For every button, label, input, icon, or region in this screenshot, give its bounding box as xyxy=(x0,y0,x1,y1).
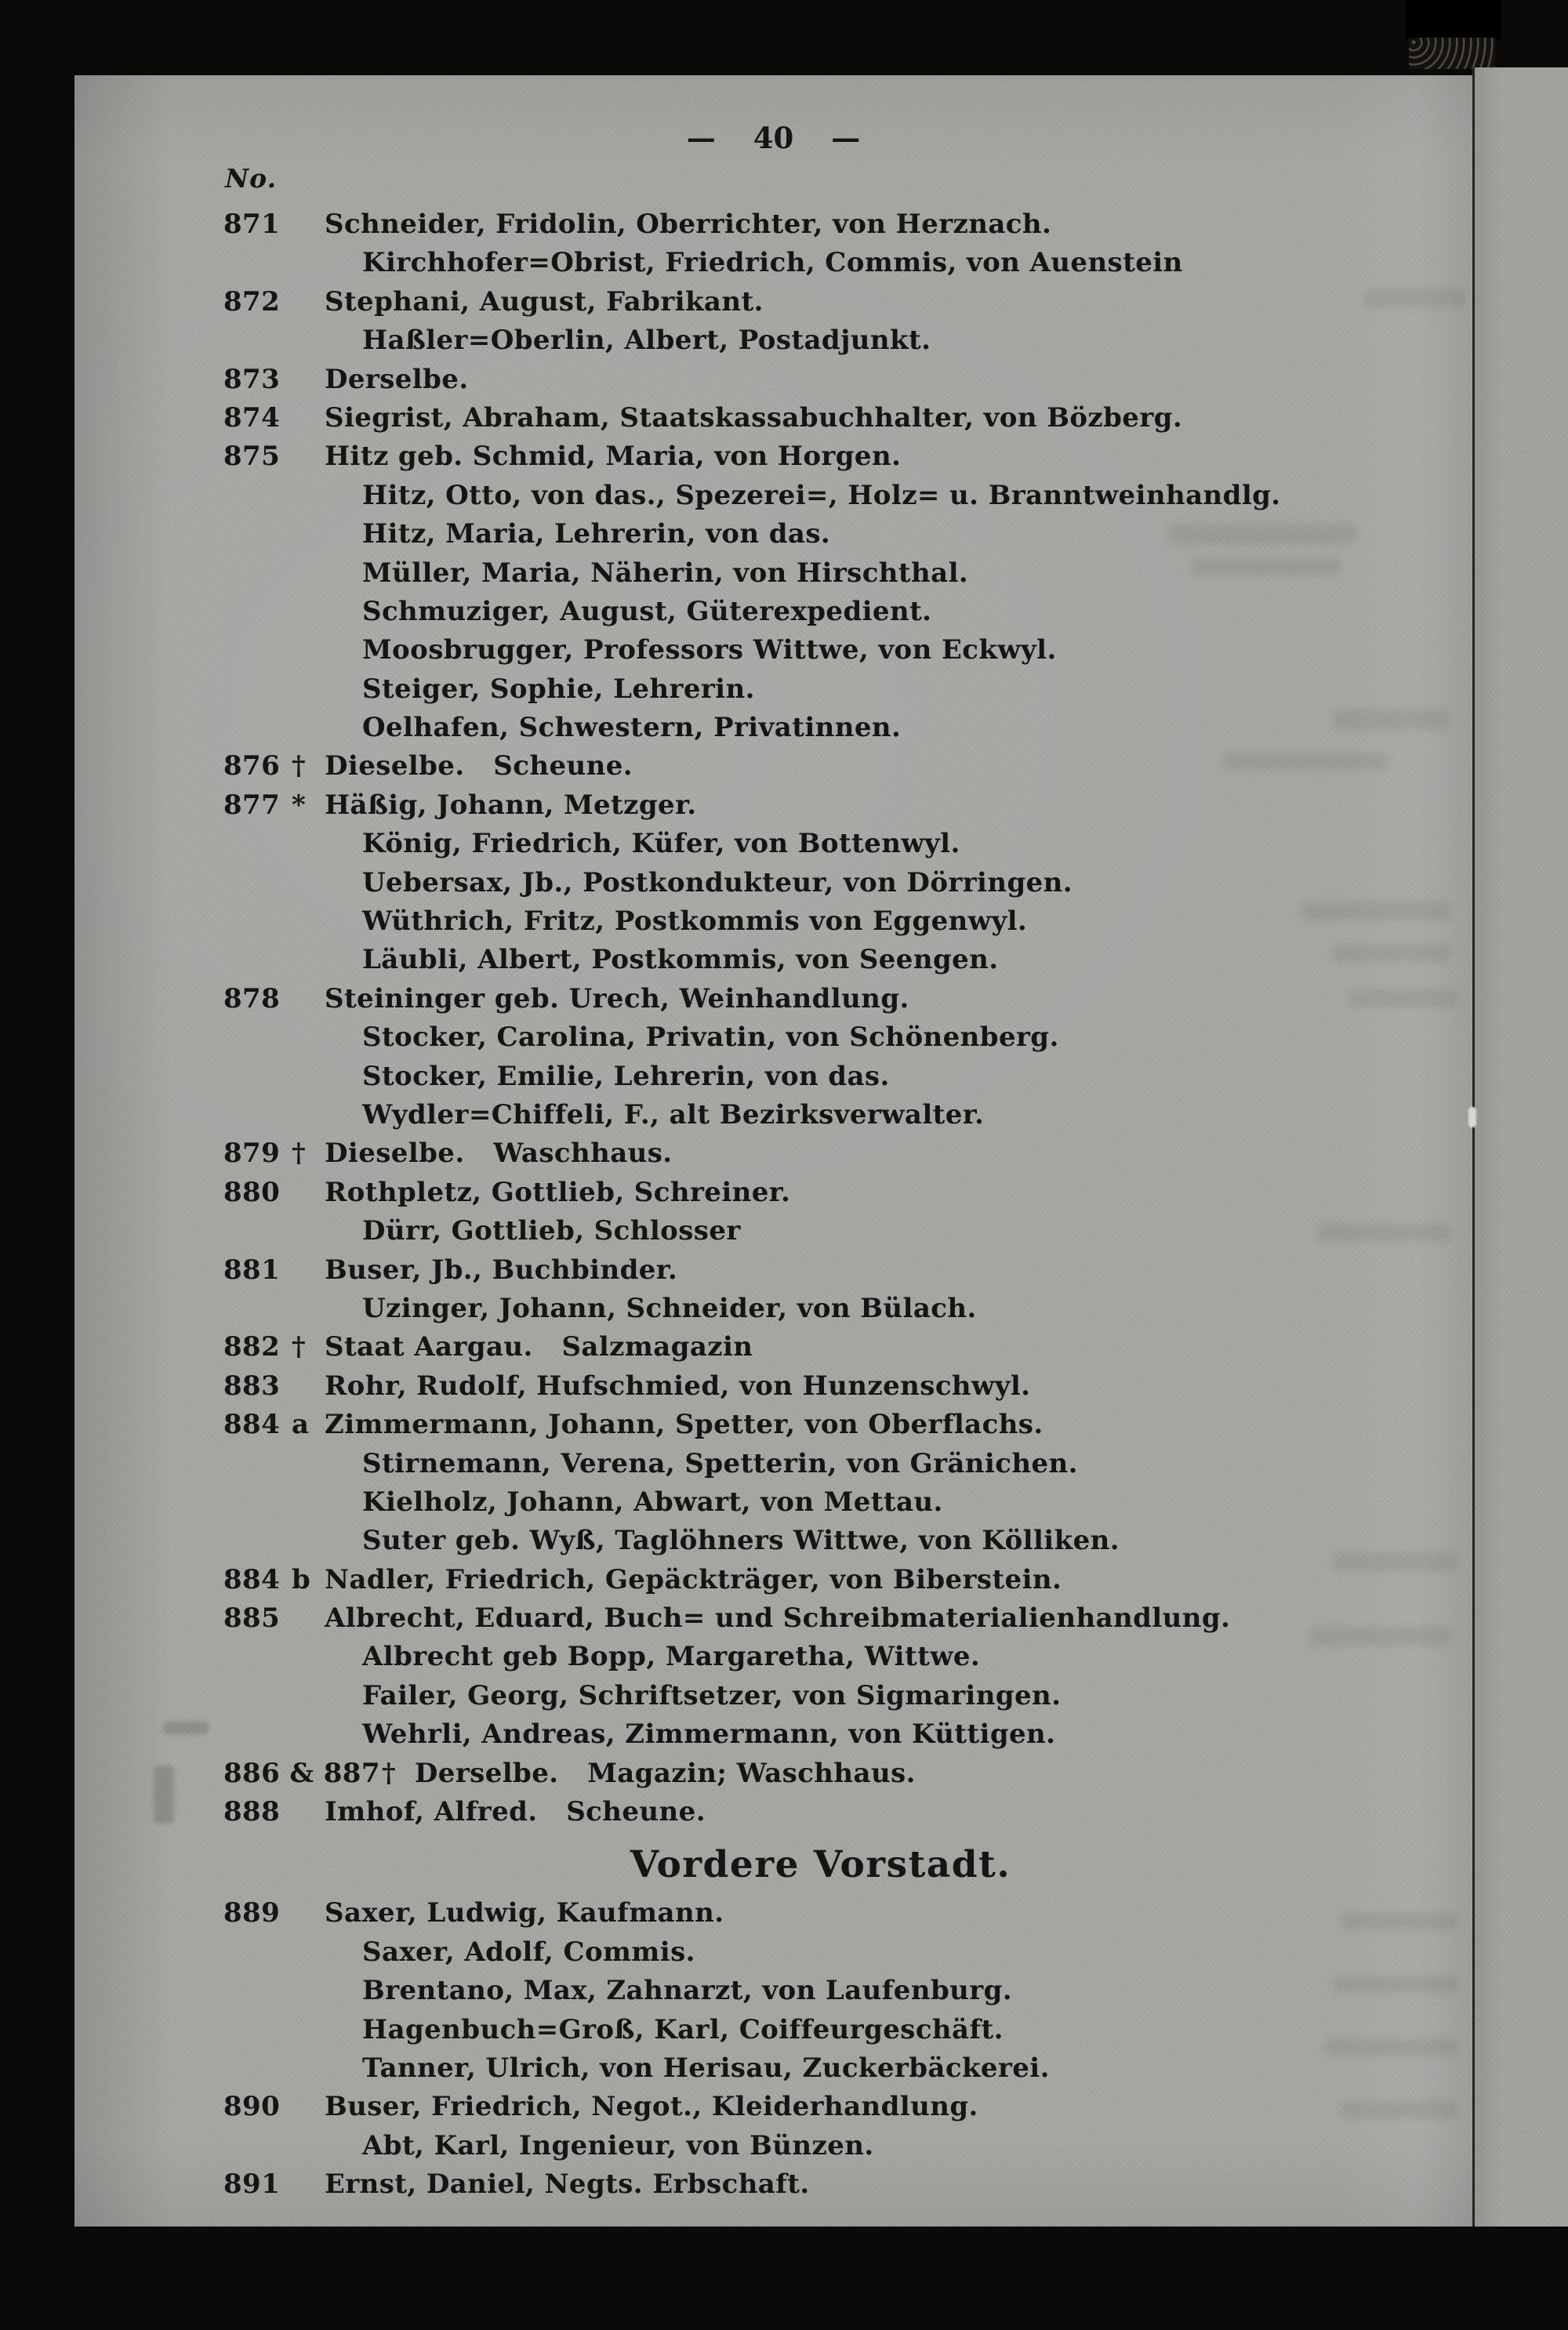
entry-text: Uzinger, Johann, Schneider, von Bülach. xyxy=(362,1292,977,1324)
entry-text: Stocker, Emilie, Lehrerin, von das. xyxy=(362,1060,890,1092)
header-dash-right: — xyxy=(831,121,861,155)
entry-number: 890 xyxy=(223,2091,281,2123)
entry-mark xyxy=(290,1367,325,1406)
entry-number: 875 xyxy=(223,441,281,473)
entry-text: Dieselbe. Scheune. xyxy=(325,750,633,782)
entry-mark xyxy=(290,477,325,515)
dagger-mark: † xyxy=(381,1757,397,1789)
entry-mark xyxy=(290,2011,325,2049)
bleedthrough-smudge xyxy=(1341,2101,1458,2118)
entry-mark xyxy=(290,670,325,709)
entry-mark xyxy=(290,941,325,979)
entry-number xyxy=(223,1677,290,1715)
entry-row xyxy=(74,1522,1472,1560)
entry-text: Dieselbe. Waschhaus. xyxy=(325,1138,673,1170)
entry-row xyxy=(74,399,1472,437)
entry-number: 884 xyxy=(223,1563,281,1595)
entry-row xyxy=(74,1715,1472,1754)
bleedthrough-smudge xyxy=(1325,2038,1458,2056)
entry-number xyxy=(223,321,290,360)
section-heading: Vordere Vorstadt. xyxy=(630,1843,1011,1887)
entry-row xyxy=(74,437,1472,476)
entry-text: Moosbrugger, Professors Wittwe, von Eckwyl. xyxy=(362,634,1057,666)
entry-number: 888 xyxy=(223,1796,281,1828)
entry-row xyxy=(74,1251,1472,1290)
entry-text: Schmuziger, August, Güterexpedient. xyxy=(362,595,932,627)
entry-number xyxy=(223,709,290,747)
bleedthrough-smudge xyxy=(1168,524,1356,544)
entry-mark xyxy=(290,515,325,553)
entry-number: 871 xyxy=(223,209,281,240)
entry-row xyxy=(74,1933,1472,1972)
entry-mark xyxy=(290,1715,325,1754)
entry-mark xyxy=(290,593,325,631)
bleedthrough-smudge xyxy=(1348,989,1458,1007)
entry-text: Kielholz, Johann, Abwart, von Mettau. xyxy=(362,1486,943,1518)
entry-number xyxy=(223,1933,290,1972)
entry-text: Staat Aargau. Salzmagazin xyxy=(325,1331,753,1363)
scanner-black-patch xyxy=(1406,0,1501,39)
entry-number: 883 xyxy=(223,1370,281,1402)
entry-mark xyxy=(290,321,325,360)
entry-mark xyxy=(290,361,325,399)
entry-mark xyxy=(290,1018,325,1057)
entry-mark xyxy=(290,1251,325,1290)
entry-number xyxy=(223,1018,290,1057)
entry-mark xyxy=(290,437,325,476)
number-column-label: No. xyxy=(225,163,278,194)
paper-nick xyxy=(1468,1107,1476,1127)
entry-row xyxy=(74,321,1472,360)
entry-mark xyxy=(290,1445,325,1483)
entry-row xyxy=(74,361,1472,399)
entry-number xyxy=(223,1096,290,1134)
entry-row xyxy=(74,1755,1472,1793)
entry-number: 884 xyxy=(223,1409,281,1441)
entry-row xyxy=(74,1406,1472,1444)
entry-mark xyxy=(290,980,325,1018)
entry-number: 885 xyxy=(223,1602,281,1635)
entry-mark xyxy=(290,283,325,321)
entry-text: Saxer, Ludwig, Kaufmann. xyxy=(325,1897,724,1929)
page-number: 40 xyxy=(753,121,794,155)
entry-number: 886 & 887 xyxy=(223,1757,380,1789)
entry-mark xyxy=(290,1174,325,1212)
entry-row xyxy=(74,1599,1472,1638)
entry-text: Zimmermann, Johann, Spetter, von Oberflachs. xyxy=(325,1409,1044,1441)
entry-row xyxy=(74,283,1472,321)
bleedthrough-smudge xyxy=(1309,1627,1450,1646)
entry-row xyxy=(74,864,1472,902)
entry-mark xyxy=(290,2088,325,2126)
dagger-mark: † xyxy=(292,1331,307,1363)
entry-number xyxy=(223,1638,290,1676)
entry-text: Schneider, Fridolin, Oberrichter, von Herznach. xyxy=(325,209,1052,240)
asterisk-mark: * xyxy=(292,789,307,821)
entry-row xyxy=(74,1290,1472,1328)
entry-text: Failer, Georg, Schriftsetzer, von Sigmaringen. xyxy=(362,1679,1062,1711)
entry-text: Rothpletz, Gottlieb, Schreiner. xyxy=(325,1176,791,1208)
entry-row xyxy=(74,1972,1472,2010)
entry-row xyxy=(74,709,1472,747)
entry-number xyxy=(223,554,290,593)
entry-mark xyxy=(290,205,325,244)
entry-text: Wüthrich, Fritz, Postkommis von Eggenwyl. xyxy=(362,906,1028,938)
entry-mark xyxy=(290,709,325,747)
adjacent-page-edge xyxy=(1475,67,1568,2227)
entry-text: Wydler=Chiffeli, F., alt Bezirksverwalter. xyxy=(362,1098,985,1131)
entry-row xyxy=(74,477,1472,515)
entry-number xyxy=(223,1212,290,1250)
entry-text: Uebersax, Jb., Postkondukteur, von Dörringen. xyxy=(362,866,1073,898)
entry-text: Brentano, Max, Zahnarzt, von Laufenburg. xyxy=(362,1975,1012,2007)
entry-number xyxy=(223,244,290,282)
entry-row xyxy=(74,1793,1472,1831)
entry-row xyxy=(74,670,1472,709)
page-header xyxy=(74,119,1472,157)
entry-mark xyxy=(290,1677,325,1715)
entry-row xyxy=(74,1096,1472,1134)
entry-text: Haßler=Oberlin, Albert, Postadjunkt. xyxy=(362,325,931,357)
bleedthrough-smudge xyxy=(1333,1976,1458,1993)
entry-text: Kirchhofer=Obrist, Friedrich, Commis, von Auenstein xyxy=(362,247,1183,279)
entry-row xyxy=(74,1483,1472,1522)
entry-text: Imhof, Alfred. Scheune. xyxy=(325,1796,706,1828)
entry-mark xyxy=(290,825,325,863)
entry-row xyxy=(74,1058,1472,1096)
entry-row xyxy=(74,631,1472,670)
entry-row xyxy=(74,593,1472,631)
entry-number xyxy=(223,2011,290,2049)
header-dash-left: — xyxy=(686,121,716,155)
entry-row xyxy=(74,786,1472,825)
entry-text: Buser, Friedrich, Negot., Kleiderhandlung. xyxy=(325,2091,978,2123)
bleedthrough-smudge xyxy=(1301,902,1450,920)
entry-row xyxy=(74,1134,1472,1173)
bleedthrough-smudge xyxy=(1364,289,1466,307)
entry-number xyxy=(223,1445,290,1483)
entry-text: Stephani, August, Fabrikant. xyxy=(325,285,764,318)
entry-mark xyxy=(290,1096,325,1134)
entry-text: Saxer, Adolf, Commis. xyxy=(362,1936,695,1968)
entry-row xyxy=(74,980,1472,1018)
entry-row xyxy=(74,1367,1472,1406)
entry-row xyxy=(74,1328,1472,1366)
entry-mark xyxy=(290,1894,325,1933)
entry-number: 877 xyxy=(223,789,281,821)
entry-text: Siegrist, Abraham, Staatskassabuchhalter, von Bözberg. xyxy=(325,401,1183,434)
entry-number xyxy=(223,515,290,553)
bleedthrough-smudge xyxy=(1317,1223,1450,1242)
entry-mark xyxy=(290,2127,325,2165)
entry-text: Oelhafen, Schwestern, Privatinnen. xyxy=(362,712,902,744)
entry-number: 889 xyxy=(223,1897,281,1929)
entry-number xyxy=(223,864,290,902)
entry-number xyxy=(223,1972,290,2010)
entry-number: 891 xyxy=(223,2168,281,2201)
entry-row xyxy=(74,1638,1472,1676)
entry-text: Müller, Maria, Näherin, von Hirschthal. xyxy=(362,557,969,589)
entry-number xyxy=(223,1522,290,1560)
entry-text: Rohr, Rudolf, Hufschmied, von Hunzenschwyl. xyxy=(325,1370,1031,1402)
entry-mark: b xyxy=(292,1563,311,1595)
entry-text: Tanner, Ulrich, von Herisau, Zuckerbäckerei. xyxy=(362,2052,1050,2084)
entry-number: 879 xyxy=(223,1138,281,1170)
entry-number: 876 xyxy=(223,750,281,782)
entry-mark xyxy=(290,244,325,282)
entry-number: 872 xyxy=(223,285,281,318)
bleedthrough-smudge xyxy=(1341,1913,1458,1930)
entry-row xyxy=(74,2127,1472,2165)
entry-text: Hagenbuch=Groß, Karl, Coiffeurgeschäft. xyxy=(362,2013,1004,2045)
ink-stain xyxy=(163,1722,209,1734)
entry-text: Steiger, Sophie, Lehrerin. xyxy=(362,673,755,705)
bleedthrough-smudge xyxy=(1333,1552,1458,1571)
entry-row xyxy=(74,1677,1472,1715)
entry-number xyxy=(223,902,290,941)
entry-mark xyxy=(290,399,325,437)
entry-text: Suter geb. Wyß, Taglöhners Wittwe, von Kölliken. xyxy=(362,1525,1120,1557)
entry-mark xyxy=(290,554,325,593)
entry-row xyxy=(74,902,1472,941)
bleedthrough-smudge xyxy=(1192,558,1341,575)
entry-text: Hitz, Maria, Lehrerin, von das. xyxy=(362,518,831,550)
entry-mark xyxy=(290,631,325,670)
ink-stain xyxy=(154,1766,174,1824)
entry-list xyxy=(74,205,1472,2205)
entry-number: 874 xyxy=(223,401,281,434)
entry-number xyxy=(223,593,290,631)
entry-text: Steininger geb. Urech, Weinhandlung. xyxy=(325,982,909,1014)
entry-text: Stirnemann, Verena, Spetterin, von Gränichen. xyxy=(362,1447,1078,1479)
entry-number xyxy=(223,670,290,709)
entry-text: Wehrli, Andreas, Zimmermann, von Küttigen. xyxy=(362,1718,1056,1751)
entry-row xyxy=(74,1445,1472,1483)
entry-number: 878 xyxy=(223,982,281,1014)
binding-stitch-texture xyxy=(1409,38,1495,69)
entry-mark xyxy=(290,902,325,941)
entry-row xyxy=(74,1561,1472,1599)
entry-row xyxy=(74,1894,1472,1933)
entry-text: Hitz geb. Schmid, Maria, von Horgen. xyxy=(325,441,902,473)
entry-row xyxy=(74,2049,1472,2088)
entry-number xyxy=(223,2049,290,2088)
entry-row xyxy=(74,2011,1472,2049)
entry-text: Albrecht geb Bopp, Margaretha, Wittwe. xyxy=(362,1641,981,1673)
dagger-mark: † xyxy=(292,1138,307,1170)
entry-number: 880 xyxy=(223,1176,281,1208)
entry-mark xyxy=(290,1290,325,1328)
entry-number xyxy=(223,477,290,515)
entry-row xyxy=(74,1174,1472,1212)
entry-mark xyxy=(290,1483,325,1522)
entry-number: 873 xyxy=(223,363,281,395)
entry-number xyxy=(223,1715,290,1754)
bleedthrough-smudge xyxy=(1333,945,1450,962)
entry-row xyxy=(74,2165,1472,2204)
entry-text: Abt, Karl, Ingenieur, von Bünzen. xyxy=(362,2129,874,2161)
entry-mark xyxy=(290,1058,325,1096)
entry-number xyxy=(223,1290,290,1328)
entry-text: Hitz, Otto, von das., Spezerei=, Holz= u. Branntweinhandlg. xyxy=(362,479,1281,511)
entry-mark: a xyxy=(292,1409,310,1441)
entry-mark xyxy=(290,2165,325,2204)
entry-number xyxy=(223,825,290,863)
entry-mark xyxy=(290,864,325,902)
entry-number: 881 xyxy=(223,1254,281,1286)
bleedthrough-smudge xyxy=(1223,753,1388,770)
entry-mark xyxy=(290,1933,325,1972)
entry-row xyxy=(74,825,1472,863)
entry-number xyxy=(223,2127,290,2165)
entry-row xyxy=(74,1018,1472,1057)
book-page xyxy=(74,75,1472,2227)
entry-text: Ernst, Daniel, Negts. Erbschaft. xyxy=(325,2168,810,2201)
entry-mark xyxy=(290,1522,325,1560)
entry-row xyxy=(74,1212,1472,1250)
entry-row xyxy=(74,2088,1472,2126)
entry-number xyxy=(223,941,290,979)
entry-number xyxy=(223,631,290,670)
entry-text: Derselbe. xyxy=(325,363,469,395)
entry-number: 882 xyxy=(223,1331,281,1363)
entry-mark xyxy=(290,1972,325,2010)
entry-number xyxy=(223,1058,290,1096)
entry-mark xyxy=(290,2049,325,2088)
entry-text: Buser, Jb., Buchbinder. xyxy=(325,1254,678,1286)
entry-row xyxy=(74,205,1472,244)
entry-mark xyxy=(290,1638,325,1676)
entry-text: Häßig, Johann, Metzger. xyxy=(325,789,697,821)
entry-mark xyxy=(290,1212,325,1250)
entry-text: Albrecht, Eduard, Buch= und Schreibmaterialienhandlung. xyxy=(325,1602,1231,1635)
dagger-mark: † xyxy=(292,750,307,782)
entry-row xyxy=(74,941,1472,979)
bleedthrough-smudge xyxy=(1333,710,1450,730)
entry-text: Läubli, Albert, Postkommis, von Seengen. xyxy=(362,944,999,976)
entry-text: Nadler, Friedrich, Gepäckträger, von Biberstein. xyxy=(325,1563,1062,1595)
entry-mark xyxy=(290,1599,325,1638)
entry-text: Derselbe. Magazin; Waschhaus. xyxy=(414,1757,916,1789)
entry-text: Stocker, Carolina, Privatin, von Schönenberg. xyxy=(362,1022,1059,1054)
entry-text: König, Friedrich, Küfer, von Bottenwyl. xyxy=(362,828,960,860)
entry-mark xyxy=(290,1793,325,1831)
entry-row xyxy=(74,244,1472,282)
entry-text: Dürr, Gottlieb, Schlosser xyxy=(362,1215,741,1247)
entry-number xyxy=(223,1483,290,1522)
